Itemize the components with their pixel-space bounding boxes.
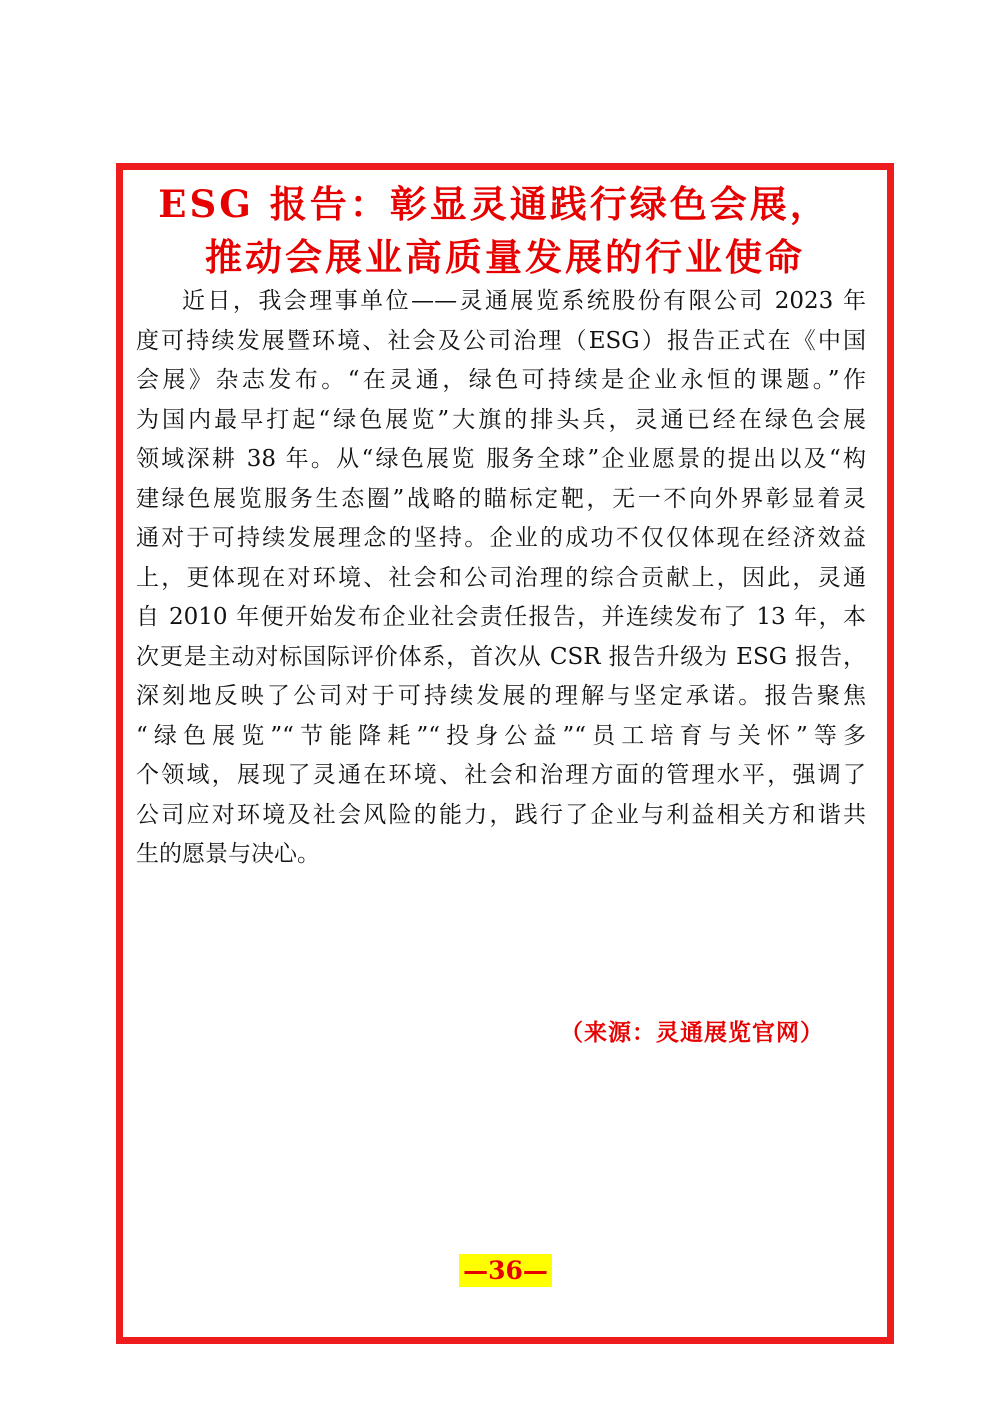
body-line: 次更是主动对标国际评价体系，首次从 CSR 报告升级为 ESG 报告， [136,643,866,670]
body-line: 个领域，展现了灵通在环境、社会和治理方面的管理水平，强调了 [136,762,866,788]
body-line: 建绿色展览服务生态圈”战略的瞄标定靶，无一不向外界彰显着灵 [136,485,866,512]
article-source: （来源：灵通展览官网） [560,1019,824,1046]
body-line: 为国内最早打起“绿色展览”大旗的排头兵，灵通已经在绿色会展 [136,406,866,433]
body-line: 自 2010 年便开始发布企业社会责任报告，并连续发布了 13 年，本 [136,604,866,630]
body-line: 生的愿景与决心。 [136,841,320,867]
article-title-line-1: ESG 报告：彰显灵通践行绿色会展， [158,182,830,226]
body-line: “绿色展览”“节能降耗”“投身公益”“员工培育与关怀”等多 [136,722,866,749]
page-number: —36— [459,1254,552,1287]
article-body [136,282,866,875]
body-line: 通对于可持续发展理念的坚持。企业的成功不仅仅体现在经济效益 [136,525,866,551]
body-line: 上，更体现在对环境、社会和公司治理的综合贡献上，因此，灵通 [136,564,866,591]
article-title-line-2: 推动会展业高质量发展的行业使命 [205,235,805,279]
body-line: 会展》杂志发布。“在灵通，绿色可持续是企业永恒的课题。”作 [136,367,866,393]
body-line: 度可持续发展暨环境、社会及公司治理（ESG）报告正式在《中国 [136,327,866,354]
body-line: 公司应对环境及社会风险的能力，践行了企业与利益相关方和谐共 [136,801,866,828]
body-line: 深刻地反映了公司对于可持续发展的理解与坚定承诺。报告聚焦 [136,683,866,709]
body-line: 近日，我会理事单位——灵通展览系统股份有限公司 2023 年 [182,288,866,314]
body-line: 领域深耕 38 年。从“绿色展览 服务全球”企业愿景的提出以及“构 [136,446,866,472]
